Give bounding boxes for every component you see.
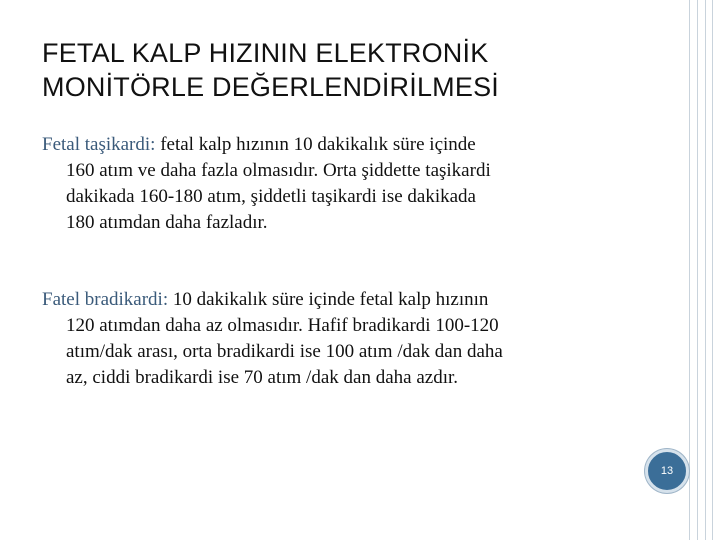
- paragraph-fetal-bradikardi: [42, 287, 642, 391]
- page-number-badge: 13: [645, 449, 689, 493]
- paragraph-text: fetal kalp hızının 10 dakikalık süre içinde: [155, 134, 476, 155]
- decorative-rail: [705, 0, 706, 540]
- slide-title-line: MONİTÖRLE DEĞERLENDİRİLMESİ: [42, 72, 499, 102]
- paragraph-line: 160 atım ve daha fazla olmasıdır. Orta şiddette taşikardi: [66, 160, 491, 181]
- slide-title-line: FETAL KALP HIZININ ELEKTRONİK: [42, 38, 489, 68]
- paragraph-first-line: [42, 287, 642, 313]
- decorative-rail: [689, 0, 690, 540]
- paragraph-line: az, ciddi bradikardi ise 70 atım /dak dan daha azdır.: [66, 367, 458, 388]
- term-label: Fatel bradikardi:: [42, 289, 169, 310]
- term-label: Fetal taşikardi:: [42, 134, 156, 155]
- paragraph-line: 180 atımdan daha fazladır.: [66, 212, 268, 233]
- paragraph-text: 10 dakikalık süre içinde fetal kalp hızının: [168, 289, 489, 310]
- paragraph-line: 120 atımdan daha az olmasıdır. Hafif bradikardi 100-120: [66, 315, 499, 336]
- paragraph-first-line: [42, 132, 642, 158]
- paragraph-line: atım/dak arası, orta bradikardi ise 100 atım /dak dan daha: [66, 341, 503, 362]
- decorative-rail: [712, 0, 713, 540]
- paragraph-fetal-tasikardi: [42, 132, 642, 236]
- slide-title: [42, 36, 662, 104]
- paragraph-line: dakikada 160-180 atım, şiddetli taşikardi ise dakikada: [66, 186, 476, 207]
- decorative-rail: [697, 0, 698, 540]
